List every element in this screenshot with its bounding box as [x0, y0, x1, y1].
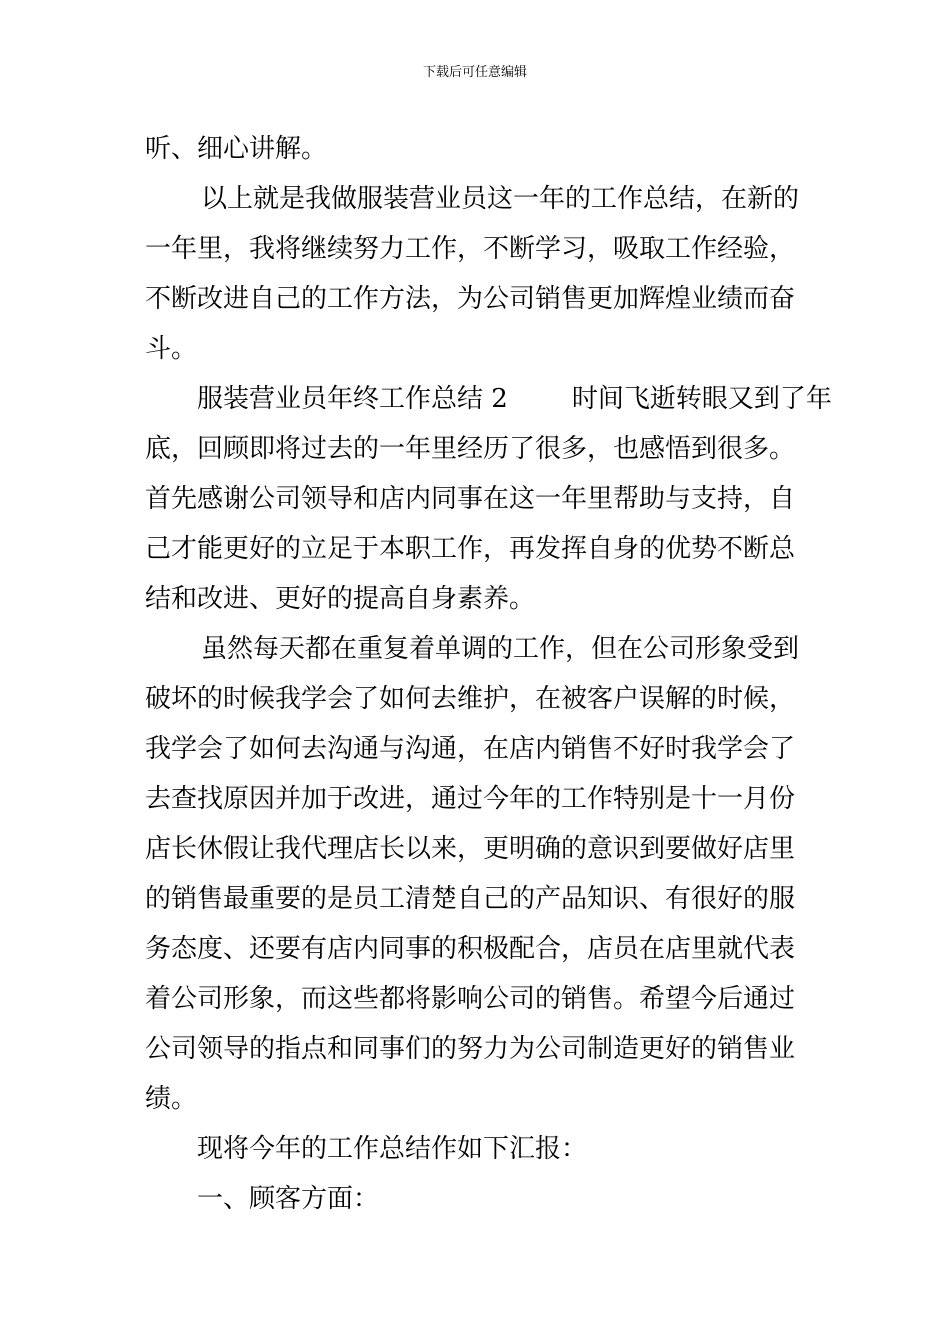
- text-line: 虽然每天都在重复着单调的工作，但在公司形象受到: [201, 634, 800, 664]
- text-line: 一、顾客方面：: [197, 1184, 380, 1214]
- text-line: 破坏的时候我学会了如何去维护，在被客户误解的时候，: [145, 684, 796, 714]
- text-line: 现将今年的工作总结作如下汇报：: [197, 1134, 588, 1164]
- text-line: 的销售最重要的是员工清楚自己的产品知识、有很好的服: [145, 884, 796, 914]
- text-line: 绩。: [145, 1084, 198, 1114]
- text-line: 时间飞逝转眼又到了年: [571, 384, 832, 414]
- text-line: 一年里，我将继续努力工作，不断学习，吸取工作经验，: [145, 234, 796, 264]
- text-line: 务态度、还要有店内同事的积极配合，店员在店里就代表: [145, 934, 796, 964]
- text-line: 我学会了如何去沟通与沟通，在店内销售不好时我学会了: [145, 734, 796, 764]
- text-line: 店长休假让我代理店长以来，更明确的意识到要做好店里: [145, 834, 796, 864]
- text-line: 首先感谢公司领导和店内同事在这一年里帮助与支持，自: [145, 484, 796, 514]
- text-line: 斗。: [145, 334, 198, 364]
- text-line: 公司领导的指点和同事们的努力为公司制造更好的销售业: [145, 1034, 796, 1064]
- text-line: 听、细心讲解。: [145, 134, 328, 164]
- text-line: 底，回顾即将过去的一年里经历了很多，也感悟到很多。: [145, 434, 796, 464]
- text-line: 着公司形象，而这些都将影响公司的销售。希望今后通过: [145, 984, 796, 1014]
- text-line: 以上就是我做服装营业员这一年的工作总结，在新的: [201, 184, 800, 214]
- document-body: [145, 124, 832, 1224]
- text-line: 不断改进自己的工作方法，为公司销售更加辉煌业绩而奋: [145, 284, 796, 314]
- section-title: 服装营业员年终工作总结 2: [197, 384, 508, 414]
- text-line: 去查找原因并加于改进，通过今年的工作特别是十一月份: [145, 784, 796, 814]
- section-title-line: [145, 374, 832, 424]
- text-line: 结和改进、更好的提高自身素养。: [145, 584, 536, 614]
- page-header: 下载后可任意编辑: [422, 65, 527, 80]
- text-line: 己才能更好的立足于本职工作，再发挥自身的优势不断总: [145, 534, 796, 564]
